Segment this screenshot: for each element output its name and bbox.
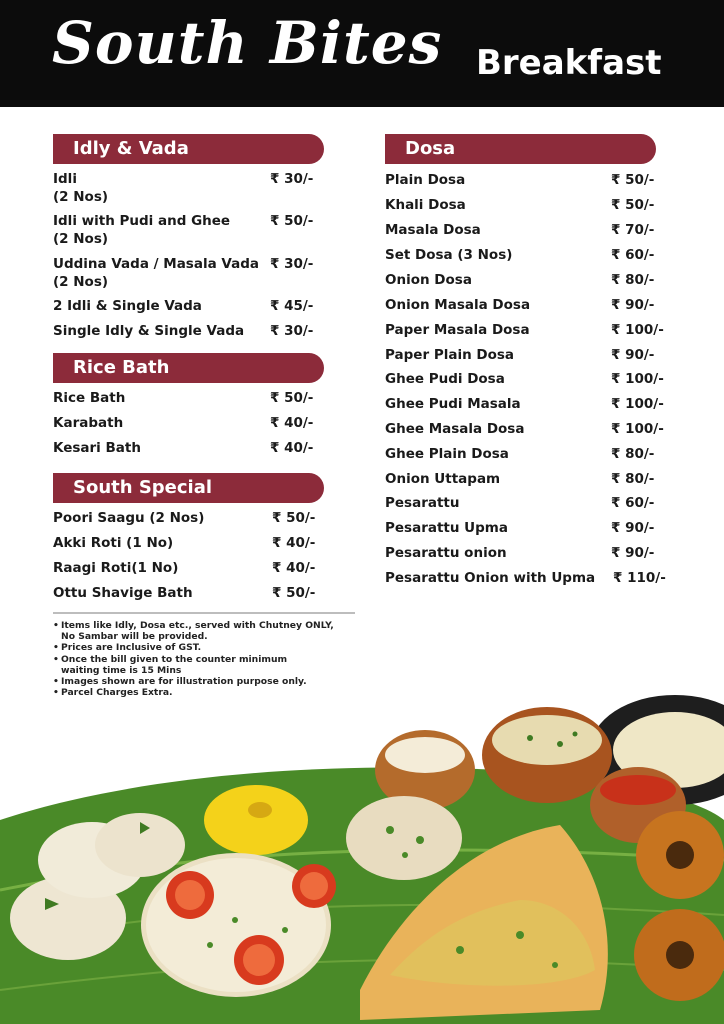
item-price: ₹ 90/- (611, 347, 655, 363)
item-price: ₹ 100/- (611, 396, 664, 412)
item-price: ₹ 50/- (611, 172, 655, 188)
note-item: • Parcel Charges Extra. (53, 687, 353, 698)
page-title: Breakfast (476, 43, 662, 83)
item-price: ₹ 50/- (611, 197, 655, 213)
item-name: 2 Idli & Single Vada (53, 298, 202, 314)
item-price: ₹ 40/- (270, 440, 314, 456)
note-item: • Once the bill given to the counter minimum waiting time is 15 Mins (53, 654, 353, 676)
item-name: Set Dosa (3 Nos) (385, 247, 513, 263)
item-name: Paper Masala Dosa (385, 322, 530, 338)
item-name: Ghee Plain Dosa (385, 446, 509, 462)
item-price: ₹ 50/- (272, 585, 316, 601)
item-qty: (2 Nos) (53, 189, 109, 205)
item-name: Raagi Roti(1 No) (53, 560, 179, 576)
item-price: ₹ 100/- (611, 371, 664, 387)
item-price: ₹ 90/- (611, 545, 655, 561)
item-qty: (2 Nos) (53, 231, 109, 247)
item-qty: (2 Nos) (53, 274, 109, 290)
item-name: Kesari Bath (53, 440, 141, 456)
item-price: ₹ 30/- (270, 256, 314, 272)
food-platter-illustration (0, 690, 724, 1024)
item-price: ₹ 50/- (272, 510, 316, 526)
item-price: ₹ 90/- (611, 297, 655, 313)
item-price: ₹ 70/- (611, 222, 655, 238)
item-name: Single Idly & Single Vada (53, 323, 245, 339)
header-banner (0, 0, 724, 107)
notes-list (53, 620, 353, 698)
item-price: ₹ 40/- (272, 535, 316, 551)
item-price: ₹ 90/- (611, 520, 655, 536)
item-name: Ghee Pudi Dosa (385, 371, 505, 387)
item-name: Ottu Shavige Bath (53, 585, 193, 601)
item-price: ₹ 80/- (611, 272, 655, 288)
item-price: ₹ 100/- (611, 421, 664, 437)
item-name: Onion Dosa (385, 272, 472, 288)
kesari-bath (204, 785, 308, 855)
section-title-rice-bath: Rice Bath (53, 353, 324, 383)
item-price: ₹ 80/- (611, 446, 655, 462)
item-price: ₹ 30/- (270, 323, 314, 339)
section-title-dosa: Dosa (385, 134, 656, 164)
brand-logo: South Bites (52, 9, 443, 77)
item-name: Uddina Vada / Masala Vada (53, 256, 259, 272)
item-name: Poori Saagu (2 Nos) (53, 510, 205, 526)
item-price: ₹ 100/- (611, 322, 664, 338)
item-name: Onion Masala Dosa (385, 297, 531, 313)
section-title-south-special: South Special (53, 473, 324, 503)
item-name: Ghee Masala Dosa (385, 421, 525, 437)
item-price: ₹ 110/- (613, 570, 666, 586)
item-name: Idli with Pudi and Ghee (53, 213, 231, 229)
item-price: ₹ 60/- (611, 495, 655, 511)
item-name: Plain Dosa (385, 172, 466, 188)
item-name: Pesarattu (385, 495, 460, 511)
item-name: Ghee Pudi Masala (385, 396, 521, 412)
item-price: ₹ 50/- (270, 213, 314, 229)
item-price: ₹ 80/- (611, 471, 655, 487)
item-price: ₹ 50/- (270, 390, 314, 406)
item-name: Pesarattu onion (385, 545, 507, 561)
notes-divider (53, 612, 355, 614)
item-price: ₹ 40/- (272, 560, 316, 576)
item-name: Rice Bath (53, 390, 126, 406)
item-price: ₹ 45/- (270, 298, 314, 314)
note-item: • Items like Idly, Dosa etc., served with Chutney ONLY, No Sambar will be provided. (53, 620, 353, 642)
note-item: • Prices are Inclusive of GST. (53, 642, 353, 653)
note-item: • Images shown are for illustration purpose only. (53, 676, 353, 687)
item-name: Pesarattu Onion with Upma (385, 570, 596, 586)
item-price: ₹ 30/- (270, 171, 314, 187)
section-title-idly-vada: Idly & Vada (53, 134, 324, 164)
item-price: ₹ 40/- (270, 415, 314, 431)
item-name: Onion Uttapam (385, 471, 501, 487)
item-name: Khali Dosa (385, 197, 466, 213)
item-name: Paper Plain Dosa (385, 347, 515, 363)
item-price: ₹ 60/- (611, 247, 655, 263)
item-name: Masala Dosa (385, 222, 481, 238)
item-name: Pesarattu Upma (385, 520, 508, 536)
item-name: Idli (53, 171, 77, 187)
rava-idli (346, 796, 462, 880)
item-name: Akki Roti (1 No) (53, 535, 174, 551)
item-name: Karabath (53, 415, 124, 431)
